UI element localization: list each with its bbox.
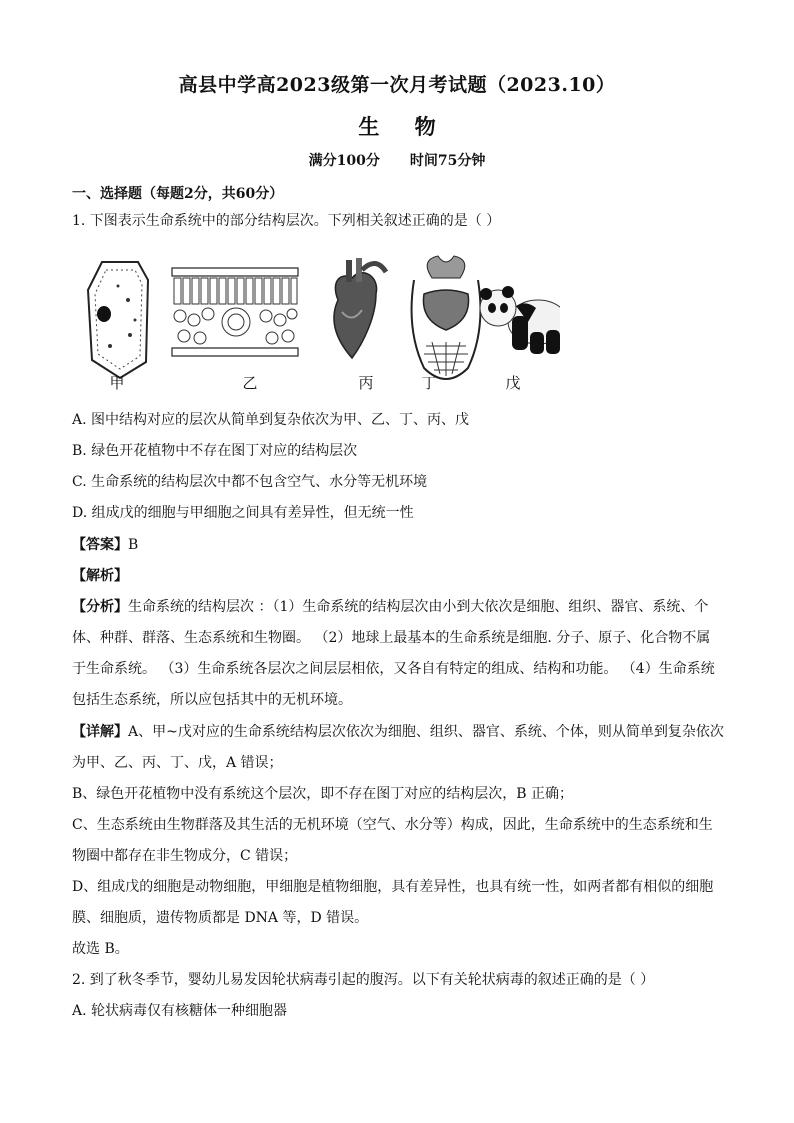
- figure-label-bing: 丙: [358, 374, 374, 392]
- tissue-illustration: [172, 268, 298, 356]
- figure-label-ding: 丁: [421, 374, 437, 392]
- xiangjie-line-4: C、生态系统由生物群落及其生活的无机环境（空气、水分等）构成，因此，生命系统中的生态系统和生: [72, 817, 713, 833]
- section-heading: 一、选择题（每题2分，共60分）: [72, 186, 284, 202]
- full-score: 满分100分: [308, 153, 380, 169]
- subject-title: 生 物: [358, 114, 450, 139]
- fenxi-label: 【分析】: [72, 599, 128, 615]
- xiangjie-line-7: 膜、细胞质，遗传物质都是 DNA 等，D 错误。: [72, 910, 369, 926]
- xiangjie-line-1: [72, 722, 724, 742]
- exam-title: 高县中学高2023级第一次月考试题（2023.10）: [178, 74, 616, 96]
- xiangjie-line-2: 为甲、乙、丙、丁、戊，A 错误；: [72, 755, 283, 771]
- xiangjie-line-5: 物圈中都存在非生物成分，C 错误；: [72, 848, 298, 864]
- q1-option-a: A. 图中结构对应的层次从简单到复杂依次为甲、乙、丁、丙、戊: [72, 412, 470, 428]
- xiangjie-line-6: D、组成戊的细胞是动物细胞，甲细胞是植物细胞，具有差异性，也具有统一性，如两者都有相似的细胞: [72, 879, 714, 895]
- fenxi-line-1: [72, 597, 724, 617]
- exam-meta: [0, 150, 794, 170]
- figure-label-jia: 甲: [109, 374, 125, 392]
- xiangjie-line-8: 故选 B。: [72, 941, 129, 957]
- exam-time: 时间75分钟: [409, 153, 486, 169]
- q1-answer: [72, 535, 724, 555]
- q1-option-c: C. 生命系统的结构层次中都不包含空气、水分等无机环境: [72, 474, 428, 490]
- q1-figure: [80, 250, 560, 395]
- fenxi-line-2: 体、种群、群落、生态系统和生物圈。 （2）地球上最基本的生命系统是细胞. 分子、原子、化合物不属: [72, 630, 711, 646]
- fenxi-line-4: 包括生态系统，所以应包括其中的无机环境。: [72, 692, 352, 708]
- plant-cell-illustration: [88, 262, 148, 378]
- figure-label-wu: 戊: [505, 374, 521, 392]
- xiangjie-label: 【详解】: [72, 724, 128, 740]
- q2-stem: 2. 到了秋冬季节，婴幼儿易发因轮状病毒引起的腹泻。以下有关轮状病毒的叙述正确的是（ ）: [72, 972, 655, 988]
- answer-label: 【答案】: [72, 537, 128, 553]
- analysis-label: 【解析】: [72, 568, 128, 584]
- fenxi-text-1: 生命系统的结构层次 ：（1）生命系统的结构层次由小到大依次是细胞、组织、器官、系统、个: [128, 599, 709, 615]
- fenxi-line-3: 于生命系统。 （3）生命系统各层次之间层层相依，又各自有特定的组成、结构和功能。 （4）生命系统: [72, 661, 715, 677]
- figure-label-yi: 乙: [242, 374, 258, 392]
- xiangjie-text-1: A、甲~戊对应的生命系统结构层次依次为细胞、组织、器官、系统、个体，则从简单到复杂依次: [128, 724, 724, 740]
- q1-stem: 1. 下图表示生命系统中的部分结构层次。下列相关叙述正确的是（ ）: [72, 213, 501, 229]
- panda-illustration: [480, 286, 560, 354]
- circulatory-system-illustration: [412, 256, 481, 379]
- xiangjie-line-3: B、绿色开花植物中没有系统这个层次，即不存在图丁对应的结构层次，B 正确；: [72, 786, 574, 802]
- answer-value: B: [128, 537, 139, 553]
- heart-illustration: [334, 258, 386, 358]
- q2-option-a: A. 轮状病毒仅有核糖体一种细胞器: [72, 1003, 288, 1019]
- q1-option-d: D. 组成戊的细胞与甲细胞之间具有差异性，但无统一性: [72, 505, 414, 521]
- q1-option-b: B. 绿色开花植物中不存在图丁对应的结构层次: [72, 443, 358, 459]
